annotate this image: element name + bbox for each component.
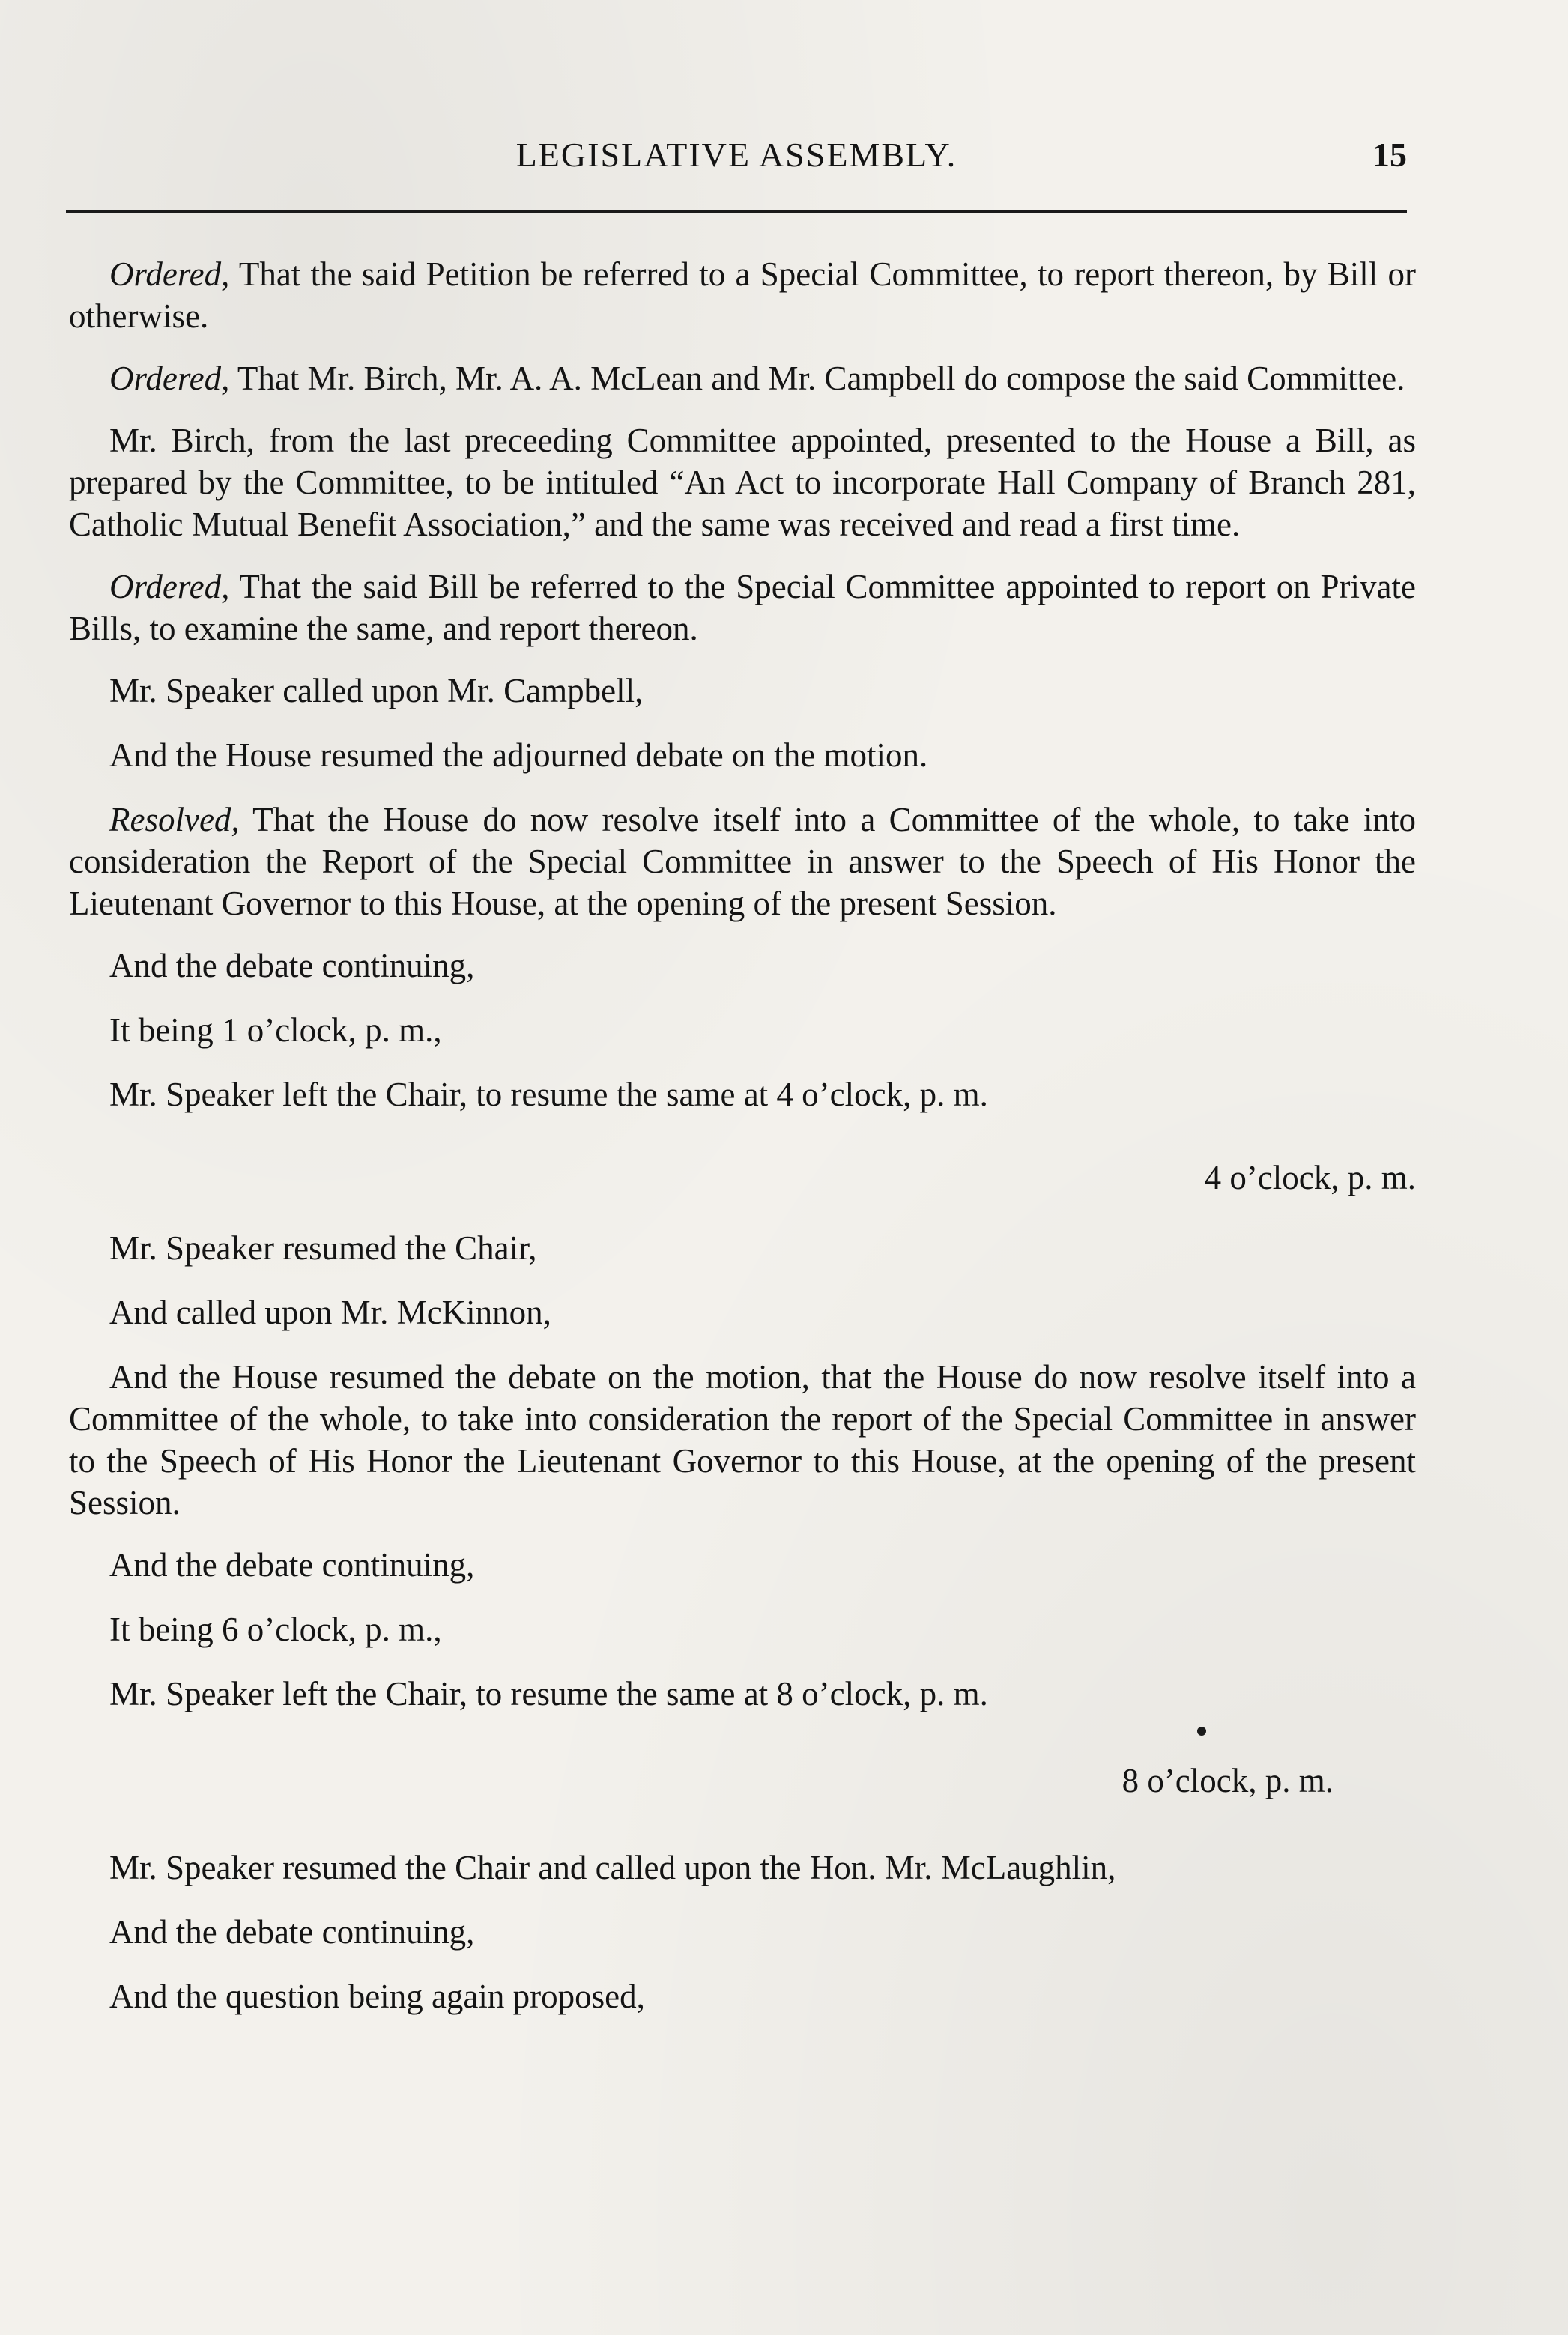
- page-number: 15: [1372, 136, 1407, 174]
- paragraph-time-1: [69, 1009, 1416, 1051]
- paragraph-ordered-petition: [69, 253, 1416, 337]
- paragraph-text: That Mr. Birch, Mr. A. A. McLean and Mr. Campbell do compose the said Committee.: [229, 360, 1405, 397]
- paragraph-lead: Ordered,: [109, 568, 230, 605]
- paragraph-text: And the debate continuing,: [109, 1913, 475, 1951]
- paragraph-text: Mr. Speaker left the Chair, to resume the same at 4 o’clock, p. m.: [109, 1076, 988, 1113]
- paragraph-lead: Ordered,: [109, 360, 230, 397]
- paragraph-text: It being 6 o’clock, p. m.,: [109, 1611, 442, 1648]
- paragraph-text: It being 1 o’clock, p. m.,: [109, 1011, 442, 1049]
- paragraph-text: Mr. Speaker called upon Mr. Campbell,: [109, 672, 644, 709]
- header-rule: [66, 210, 1407, 213]
- running-title: LEGISLATIVE ASSEMBLY.: [515, 136, 957, 174]
- paragraph-text: That the said Petition be referred to a Special Committee, to report thereon, by Bill or otherwise.: [69, 255, 1416, 335]
- paragraph-text: That the said Bill be referred to the Special Committee appointed to report on Private Bills, to examine the same, and report thereon.: [69, 568, 1416, 647]
- paragraph-text: That the House do now resolve itself into a Committee of the whole, to take into consideration the Report of the Special Committee in answer to the Speech of His Honor the Lieutenant Governor to this House, at the opening of the present Session.: [69, 801, 1416, 922]
- paragraph-resolved: [69, 799, 1416, 924]
- paragraph-called-mckinnon: [69, 1291, 1416, 1333]
- page-header: [66, 135, 1407, 180]
- paragraph-text: And the debate continuing,: [109, 1546, 475, 1584]
- paragraph-text: And the question being again proposed,: [109, 1978, 645, 2015]
- paragraph-resumed-debate: [69, 734, 1416, 776]
- paragraph-text: Mr. Speaker resumed the Chair and called upon the Hon. Mr. McLaughlin,: [109, 1849, 1116, 1886]
- paragraph-text: And the debate continuing,: [109, 947, 475, 984]
- paragraph-text: Mr. Speaker resumed the Chair,: [109, 1229, 537, 1267]
- paragraph-bill-presented: [69, 420, 1416, 545]
- ink-speck: [1197, 1727, 1206, 1736]
- paragraph-ordered-committee: [69, 357, 1416, 399]
- paragraph-text: And called upon Mr. McKinnon,: [109, 1294, 551, 1331]
- journal-body: [69, 253, 1416, 2040]
- paragraph-text: Mr. Birch, from the last preceeding Committee appointed, presented to the House a Bill, as prepared by the Committee, to be intituled “An Act to incorporate Hall Company of Branch 281, Catholic Mutual Benefit Association,” and the same was received and read a first time.: [69, 422, 1416, 543]
- paragraph-text: Mr. Speaker left the Chair, to resume the same at 8 o’clock, p. m.: [109, 1675, 988, 1712]
- paragraph-text: And the House resumed the adjourned debate on the motion.: [109, 736, 928, 774]
- paragraph-ordered-bill: [69, 566, 1416, 649]
- time-heading-4pm: 4 o’clock, p. m.: [1204, 1159, 1416, 1196]
- paragraph-debate-continuing-2: [69, 1544, 1416, 1586]
- paragraph-lead: Ordered,: [109, 255, 230, 293]
- paragraph-debate-continuing: [69, 945, 1416, 987]
- paragraph-lead: Resolved,: [109, 801, 240, 838]
- paragraph-text: And the House resumed the debate on the motion, that the House do now resolve itself into a Committee of the whole, to take into consideration the report of the Special Committee in answer to the Speech of His Honor the Lieutenant Governor to this House, at the opening of the present Session.: [69, 1358, 1416, 1521]
- time-heading-8pm: 8 o’clock, p. m.: [1121, 1762, 1334, 1799]
- paragraph-left-chair-2: [69, 1673, 1416, 1715]
- paragraph-called-upon: [69, 670, 1416, 712]
- paragraph-resumed-motion: [69, 1356, 1416, 1524]
- paragraph-debate-continuing-3: [69, 1911, 1416, 1953]
- paragraph-resumed-chair: [69, 1227, 1416, 1269]
- paragraph-time-6: [69, 1608, 1416, 1650]
- paragraph-left-chair-1: [69, 1073, 1416, 1115]
- paragraph-called-mclaughlin: [69, 1847, 1416, 1889]
- paragraph-question-proposed: [69, 1975, 1416, 2017]
